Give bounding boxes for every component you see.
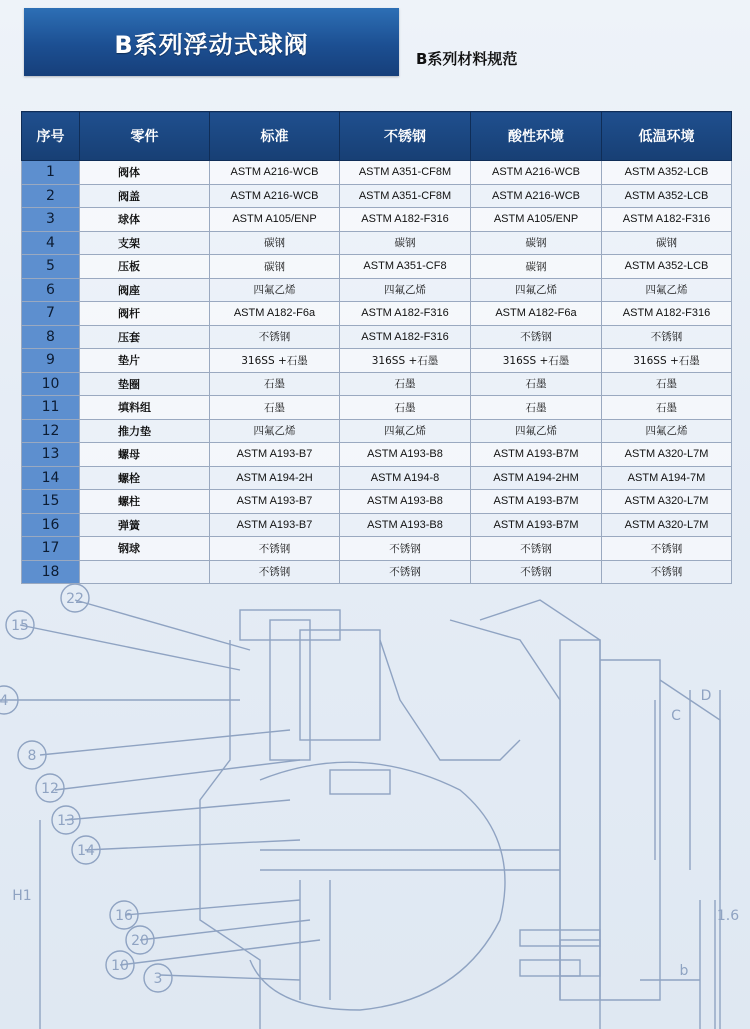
cell-standard: ASTM A216-WCB xyxy=(210,184,340,208)
part-name: 垫圈 xyxy=(80,372,210,396)
part-name: 阀体 xyxy=(80,161,210,185)
part-name: 垫片 xyxy=(80,349,210,373)
balloon-label: 3 xyxy=(153,971,163,987)
table-row xyxy=(22,184,732,208)
col-header-sour: 酸性环境 xyxy=(471,112,602,161)
cell-standard: 四氟乙烯 xyxy=(210,278,340,302)
row-number: 3 xyxy=(22,208,80,232)
cell-sour: ASTM A193-B7M xyxy=(471,513,602,537)
cell-stainless: ASTM A193-B8 xyxy=(340,513,471,537)
cell-low-temp: 316SS +石墨 xyxy=(602,349,732,373)
cell-stainless: ASTM A351-CF8 xyxy=(340,255,471,279)
row-number: 17 xyxy=(22,537,80,561)
table-row xyxy=(22,161,732,185)
balloon-label: 10 xyxy=(111,958,129,974)
cell-stainless: ASTM A193-B8 xyxy=(340,490,471,514)
cell-standard: 碳钢 xyxy=(210,255,340,279)
cell-standard: ASTM A194-2H xyxy=(210,466,340,490)
cell-stainless: 四氟乙烯 xyxy=(340,278,471,302)
balloon-label: 8 xyxy=(27,748,37,764)
valve-cross-section-drawing xyxy=(0,560,750,1029)
cell-low-temp: ASTM A352-LCB xyxy=(602,255,732,279)
cell-standard: 不锈钢 xyxy=(210,560,340,584)
col-header-part: 零件 xyxy=(80,112,210,161)
cell-sour: 不锈钢 xyxy=(471,325,602,349)
cell-stainless: 316SS +石墨 xyxy=(340,349,471,373)
balloon-label: 12 xyxy=(41,781,59,797)
row-number: 16 xyxy=(22,513,80,537)
table-body xyxy=(22,161,732,584)
cell-sour: 四氟乙烯 xyxy=(471,278,602,302)
table-row xyxy=(22,278,732,302)
cell-stainless: ASTM A182-F316 xyxy=(340,302,471,326)
balloon-label: 16 xyxy=(115,908,133,924)
cell-stainless: ASTM A194-8 xyxy=(340,466,471,490)
cell-low-temp: 四氟乙烯 xyxy=(602,419,732,443)
cell-sour: 石墨 xyxy=(471,396,602,420)
cell-low-temp: ASTM A182-F316 xyxy=(602,208,732,232)
row-number: 1 xyxy=(22,161,80,185)
row-number: 14 xyxy=(22,466,80,490)
cell-standard: 石墨 xyxy=(210,396,340,420)
cell-sour: 316SS +石墨 xyxy=(471,349,602,373)
row-number: 9 xyxy=(22,349,80,373)
cell-stainless: 不锈钢 xyxy=(340,560,471,584)
row-number: 18 xyxy=(22,560,80,584)
table-row xyxy=(22,396,732,420)
table-row xyxy=(22,302,732,326)
table-row xyxy=(22,466,732,490)
cell-stainless: ASTM A351-CF8M xyxy=(340,161,471,185)
dimension-label: b xyxy=(679,963,689,979)
table-row xyxy=(22,419,732,443)
cell-stainless: ASTM A182-F316 xyxy=(340,208,471,232)
cell-sour: 石墨 xyxy=(471,372,602,396)
cell-sour: ASTM A105/ENP xyxy=(471,208,602,232)
cell-sour: ASTM A194-2HM xyxy=(471,466,602,490)
part-name: 球体 xyxy=(80,208,210,232)
cell-low-temp: ASTM A182-F316 xyxy=(602,302,732,326)
cell-stainless: 不锈钢 xyxy=(340,537,471,561)
row-number: 13 xyxy=(22,443,80,467)
cell-low-temp: 不锈钢 xyxy=(602,560,732,584)
part-name: 弹簧 xyxy=(80,513,210,537)
row-number: 15 xyxy=(22,490,80,514)
cell-sour: 不锈钢 xyxy=(471,560,602,584)
col-header-no: 序号 xyxy=(22,112,80,161)
cell-standard: 不锈钢 xyxy=(210,325,340,349)
row-number: 6 xyxy=(22,278,80,302)
section-subtitle: B系列材料规范 xyxy=(416,50,518,68)
col-header-standard: 标准 xyxy=(210,112,340,161)
part-name: 钢球 xyxy=(80,537,210,561)
cell-sour: ASTM A182-F6a xyxy=(471,302,602,326)
cell-low-temp: ASTM A320-L7M xyxy=(602,490,732,514)
row-number: 5 xyxy=(22,255,80,279)
page-title: B系列浮动式球阀 xyxy=(114,30,309,59)
table-row xyxy=(22,372,732,396)
cell-low-temp: ASTM A320-L7M xyxy=(602,443,732,467)
part-name: 阀座 xyxy=(80,278,210,302)
table-row xyxy=(22,208,732,232)
table-row xyxy=(22,537,732,561)
balloon-label: 20 xyxy=(131,933,149,949)
table-row xyxy=(22,231,732,255)
table-row xyxy=(22,255,732,279)
cell-low-temp: ASTM A352-LCB xyxy=(602,184,732,208)
cell-standard: ASTM A182-F6a xyxy=(210,302,340,326)
dimension-label: 1.6 xyxy=(716,908,740,924)
cell-sour: ASTM A216-WCB xyxy=(471,161,602,185)
cell-sour: 四氟乙烯 xyxy=(471,419,602,443)
cell-stainless: 石墨 xyxy=(340,396,471,420)
part-name: 支架 xyxy=(80,231,210,255)
part-name: 推力垫 xyxy=(80,419,210,443)
cell-low-temp: ASTM A352-LCB xyxy=(602,161,732,185)
cell-standard: ASTM A193-B7 xyxy=(210,443,340,467)
cell-low-temp: 石墨 xyxy=(602,396,732,420)
part-name: 阀杆 xyxy=(80,302,210,326)
material-spec-table xyxy=(21,111,732,584)
table-row xyxy=(22,443,732,467)
balloon-label: 13 xyxy=(57,813,75,829)
cell-low-temp: 石墨 xyxy=(602,372,732,396)
table-row xyxy=(22,513,732,537)
dimension-label: D xyxy=(700,688,712,704)
cell-stainless: 石墨 xyxy=(340,372,471,396)
cell-standard: 不锈钢 xyxy=(210,537,340,561)
cell-low-temp: 四氟乙烯 xyxy=(602,278,732,302)
table-row xyxy=(22,560,732,584)
cell-standard: ASTM A193-B7 xyxy=(210,513,340,537)
table-row xyxy=(22,325,732,349)
col-header-stainless: 不锈钢 xyxy=(340,112,471,161)
title-banner xyxy=(24,8,399,76)
table-header-row xyxy=(22,112,732,161)
cell-low-temp: ASTM A320-L7M xyxy=(602,513,732,537)
dimension-label: C xyxy=(671,708,681,724)
table-row xyxy=(22,490,732,514)
cell-stainless: ASTM A351-CF8M xyxy=(340,184,471,208)
part-name xyxy=(80,560,210,584)
cell-stainless: ASTM A193-B8 xyxy=(340,443,471,467)
part-name: 螺栓 xyxy=(80,466,210,490)
cell-low-temp: 碳钢 xyxy=(602,231,732,255)
cell-low-temp: 不锈钢 xyxy=(602,537,732,561)
row-number: 8 xyxy=(22,325,80,349)
cell-stainless: ASTM A182-F316 xyxy=(340,325,471,349)
balloon-label: 14 xyxy=(77,843,95,859)
row-number: 11 xyxy=(22,396,80,420)
part-name: 压套 xyxy=(80,325,210,349)
row-number: 12 xyxy=(22,419,80,443)
row-number: 4 xyxy=(22,231,80,255)
cell-sour: 碳钢 xyxy=(471,255,602,279)
balloon-label: 15 xyxy=(11,618,29,634)
cell-standard: 碳钢 xyxy=(210,231,340,255)
cell-standard: 石墨 xyxy=(210,372,340,396)
cell-standard: ASTM A105/ENP xyxy=(210,208,340,232)
cell-standard: ASTM A193-B7 xyxy=(210,490,340,514)
cell-stainless: 四氟乙烯 xyxy=(340,419,471,443)
cell-stainless: 碳钢 xyxy=(340,231,471,255)
cell-sour: ASTM A193-B7M xyxy=(471,490,602,514)
dimension-label: H1 xyxy=(12,888,32,904)
cell-sour: 碳钢 xyxy=(471,231,602,255)
col-header-low-temp: 低温环境 xyxy=(602,112,732,161)
row-number: 10 xyxy=(22,372,80,396)
row-number: 7 xyxy=(22,302,80,326)
table-row xyxy=(22,349,732,373)
cell-standard: 四氟乙烯 xyxy=(210,419,340,443)
row-number: 2 xyxy=(22,184,80,208)
part-name: 螺母 xyxy=(80,443,210,467)
balloon-label: 22 xyxy=(66,591,84,607)
balloon-label: 4 xyxy=(0,693,9,709)
part-name: 压板 xyxy=(80,255,210,279)
part-name: 阀盖 xyxy=(80,184,210,208)
part-name: 螺柱 xyxy=(80,490,210,514)
cell-standard: 316SS +石墨 xyxy=(210,349,340,373)
cell-low-temp: 不锈钢 xyxy=(602,325,732,349)
part-name: 填料组 xyxy=(80,396,210,420)
cell-sour: ASTM A193-B7M xyxy=(471,443,602,467)
cell-standard: ASTM A216-WCB xyxy=(210,161,340,185)
cell-low-temp: ASTM A194-7M xyxy=(602,466,732,490)
cell-sour: 不锈钢 xyxy=(471,537,602,561)
cell-sour: ASTM A216-WCB xyxy=(471,184,602,208)
